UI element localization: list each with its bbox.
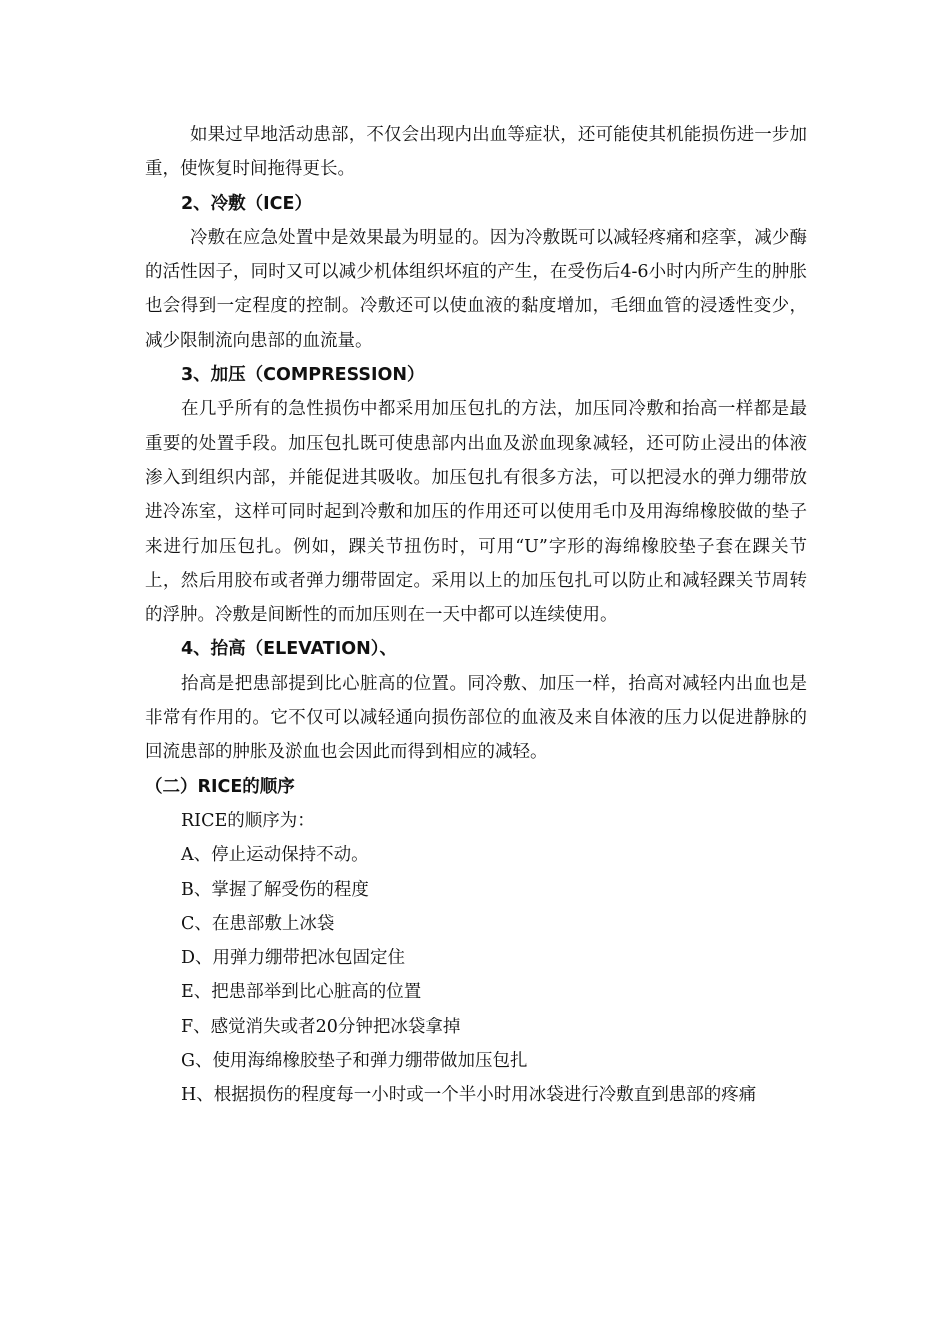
- heading-compression: 3、加压（COMPRESSION）: [181, 365, 425, 386]
- paragraph-ice: 冷敷在应急处置中是效果最为明显的。因为冷敷既可以减轻疼痛和痉挛，减少酶的活性因子，同时又可以减少机体组织坏疽的产生，在受伤后4-6小时内所产生的肿胀也会得到一定程度的控制。冷敷还可以使血液的黏度增加，毛细血管的浸透性变少，减少限制流向患部的血流量。: [145, 227, 807, 351]
- heading-elevation: 4、抬高（ELEVATION）、: [181, 639, 397, 660]
- paragraph-elevation: 抬高是把患部提到比心脏高的位置。同冷敷、加压一样，抬高对减轻内出血也是非常有作用的。它不仅可以减轻通向损伤部位的血液及来自体液的压力以促进静脉的回流患部的肿胀及淤血也会因此而得到相应的减轻。: [145, 673, 807, 763]
- list-item: B、掌握了解受伤的程度: [181, 879, 369, 900]
- paragraph-intro: 如果过早地活动患部，不仅会出现内出血等症状，还可能使其机能损伤进一步加重，使恢复时间拖得更长。: [145, 125, 807, 180]
- paragraph-compression: 在几乎所有的急性损伤中都采用加压包扎的方法，加压同冷敷和抬高一样都是最重要的处置手段。加压包扎既可使患部内出血及淤血现象减轻，还可防止浸出的体液渗入到组织内部，并能促进其吸收。加压包扎有很多方法，可以把浸水的弹力绷带放进冷冻室，这样可同时起到冷敷和加压的作用还可以使用毛巾及用海绵橡胶做的垫子来进行加压包扎。例如，踝关节扭伤时，可用“U”字形的海绵橡胶垫子套在踝关节上，然后用胶布或者弹力绷带固定。采用以上的加压包扎可以防止和减轻踝关节周转的浮肿。冷敷是间断性的而加压则在一天中都可以连续使用。: [145, 399, 807, 626]
- list-item: D、用弹力绷带把冰包固定住: [181, 948, 406, 969]
- list-item: E、把患部举到比心脏高的位置: [181, 982, 422, 1003]
- list-item: H、根据损伤的程度每一小时或一个半小时用冰袋进行冷敷直到患部的疼痛: [181, 1085, 757, 1106]
- list-item: C、在患部敷上冰袋: [181, 913, 335, 934]
- document-page: [145, 118, 807, 1113]
- rice-order-intro: RICE的顺序为：: [181, 810, 315, 831]
- list-item: F、感觉消失或者20分钟把冰袋拿掉: [181, 1016, 461, 1037]
- list-item: G、使用海绵橡胶垫子和弹力绷带做加压包扎: [181, 1051, 528, 1072]
- list-item: A、停止运动保持不动。: [181, 845, 369, 866]
- heading-rice-order: （二）RICE的顺序: [145, 776, 295, 797]
- heading-ice: 2、冷敷（ICE）: [181, 193, 312, 214]
